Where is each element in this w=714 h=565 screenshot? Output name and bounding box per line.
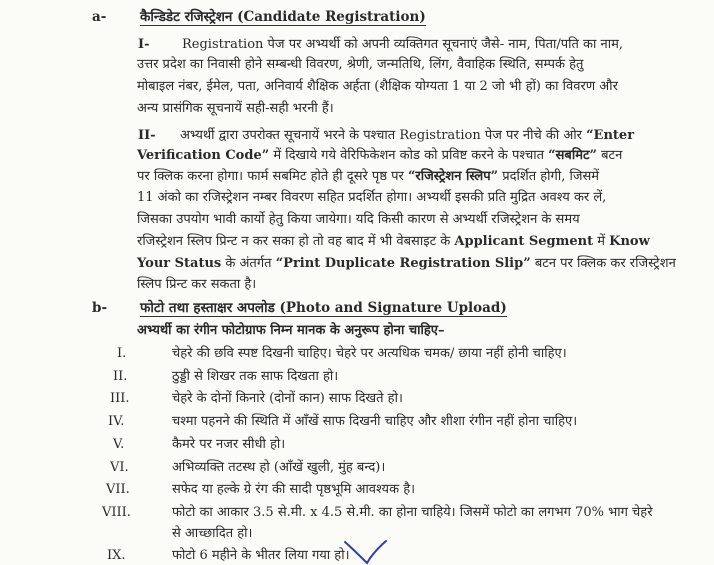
item-number: VII. — [106, 482, 130, 497]
item-number: VIII. — [102, 505, 131, 520]
point-ii-line-5: जिसका उपयोग भावी कार्यो हेतु किया जायेगा। यदि किसी कारण से अभ्यर्थी रजिस्ट्रेशन के समय — [137, 212, 580, 227]
item-number: II. — [113, 369, 128, 384]
point-i-line-4: अन्य प्रासंगिक सूचनायें सही-सही भरनी हैं। — [137, 101, 334, 116]
section-b-label: b- — [92, 300, 108, 316]
point-i-line-2: उत्तर प्रदेश का निवासी होने सम्बन्धी विवरण, श्रेणी, जन्मतिथि, लिंग, वैवाहिक स्थिति, सम्पर्क हेतु — [137, 57, 584, 72]
point-ii-number: II- — [138, 128, 156, 143]
list-item: ठुड्डी से शिखर तक साफ दिखता हो। — [172, 369, 339, 384]
point-ii-line-2: Verification Code” में दिखाये गये वेरिफिकेशन कोड को प्रविष्ट करने के पश्चात “सबमिट” बटन — [137, 148, 623, 163]
point-ii-line-3: पर क्लिक करना होगा। फार्म सबमिट होते ही दूसरे पृष्ठ पर “रजिस्ट्रेशन स्लिप” प्रदर्शित होगी, जिसमें — [137, 169, 600, 184]
section-b-heading: फोटो तथा हस्ताक्षर अपलोड (Photo and Signature Upload) — [140, 300, 507, 316]
item-number: V. — [113, 437, 125, 452]
item-number: I. — [117, 346, 127, 361]
list-item: सफेद या हल्के ग्रे रंग की सादी पृष्ठभूमि आवश्यक है। — [172, 482, 416, 497]
pen-tick-mark-icon — [340, 538, 390, 565]
list-item: चेहरे के दोनों किनारे (दोनों कान) साफ दिखते हो। — [172, 391, 403, 406]
point-ii-line-6: रजिस्ट्रेशन स्लिप प्रिन्ट न कर सका हो तो वह बाद में भी वेबसाइट के Applicant Segment में Know — [137, 234, 650, 249]
list-item: फोटो 6 महीने के भीतर लिया गया हो। — [172, 548, 350, 563]
list-item: चश्मा पहनने की स्थिति में आँखें साफ दिखनी चाहिए और शीशा रंगीन नहीं होना चाहिए। — [172, 414, 578, 429]
point-ii-line-8: स्लिप प्रिन्ट कर सकता है। — [137, 277, 257, 292]
list-item: कैमरे पर नजर सीधी हो। — [172, 437, 286, 452]
point-ii-line-4: 11 अंको का रजिस्ट्रेशन नम्बर विवरण सहित प्रदर्शित होगा। अभ्यर्थी इसकी प्रति मुद्रित अवश्य कर लें, — [137, 190, 607, 205]
item-number: IV. — [108, 414, 125, 429]
point-i-line-3: मोबाइल नंबर, ईमेल, पता, अनिवार्य शैक्षिक अर्हता (शैक्षिक योग्यता 1 या 2 जो भी हों) का विवरण और — [137, 79, 618, 94]
item-number: III. — [110, 391, 130, 406]
list-item: चेहरे की छवि स्पष्ट दिखनी चाहिए। चेहरे पर अत्यधिक चमक/ छाया नहीं होनी चाहिए। — [172, 346, 567, 361]
item-number: VI. — [110, 460, 129, 475]
point-i-line-1: Registration पेज पर अभ्यर्थी को अपनी व्यक्तिगत सूचनाएं जैसे- नाम, पिता/पति का नाम, — [182, 37, 624, 52]
point-ii-line-1: अभ्यर्थी द्वारा उपरोक्त सूचनायें भरने के पश्चात Registration पेज पर नीचे की ओर “Enter — [180, 128, 635, 143]
section-a-heading: कैन्डिडेट रजिस्ट्रेशन (Candidate Registration) — [140, 9, 426, 25]
list-item: अभिव्यक्ति तटस्थ हो (आँखें खुली, मुंह बन्द)। — [172, 460, 386, 475]
section-b-subheading: अभ्यर्थी का रंगीन फोटोग्राफ निम्न मानक के अनुरूप होना चाहिए– — [137, 323, 445, 338]
point-ii-line-7: Your Status के अंतर्गत “Print Duplicate Registration Slip” बटन पर क्लिक कर रजिस्ट्रेशन — [137, 256, 676, 271]
list-item-continuation: से आच्छादित हो। — [172, 526, 253, 541]
item-number: IX. — [107, 548, 126, 563]
list-item: फोटो का आकार 3.5 से.मी. x 4.5 से.मी. का होना चाहिये। जिसमें फोटो का लगभग 70% भाग चेहरे — [172, 505, 653, 520]
point-i-number: I- — [138, 37, 150, 52]
section-a-label: a- — [92, 9, 107, 25]
